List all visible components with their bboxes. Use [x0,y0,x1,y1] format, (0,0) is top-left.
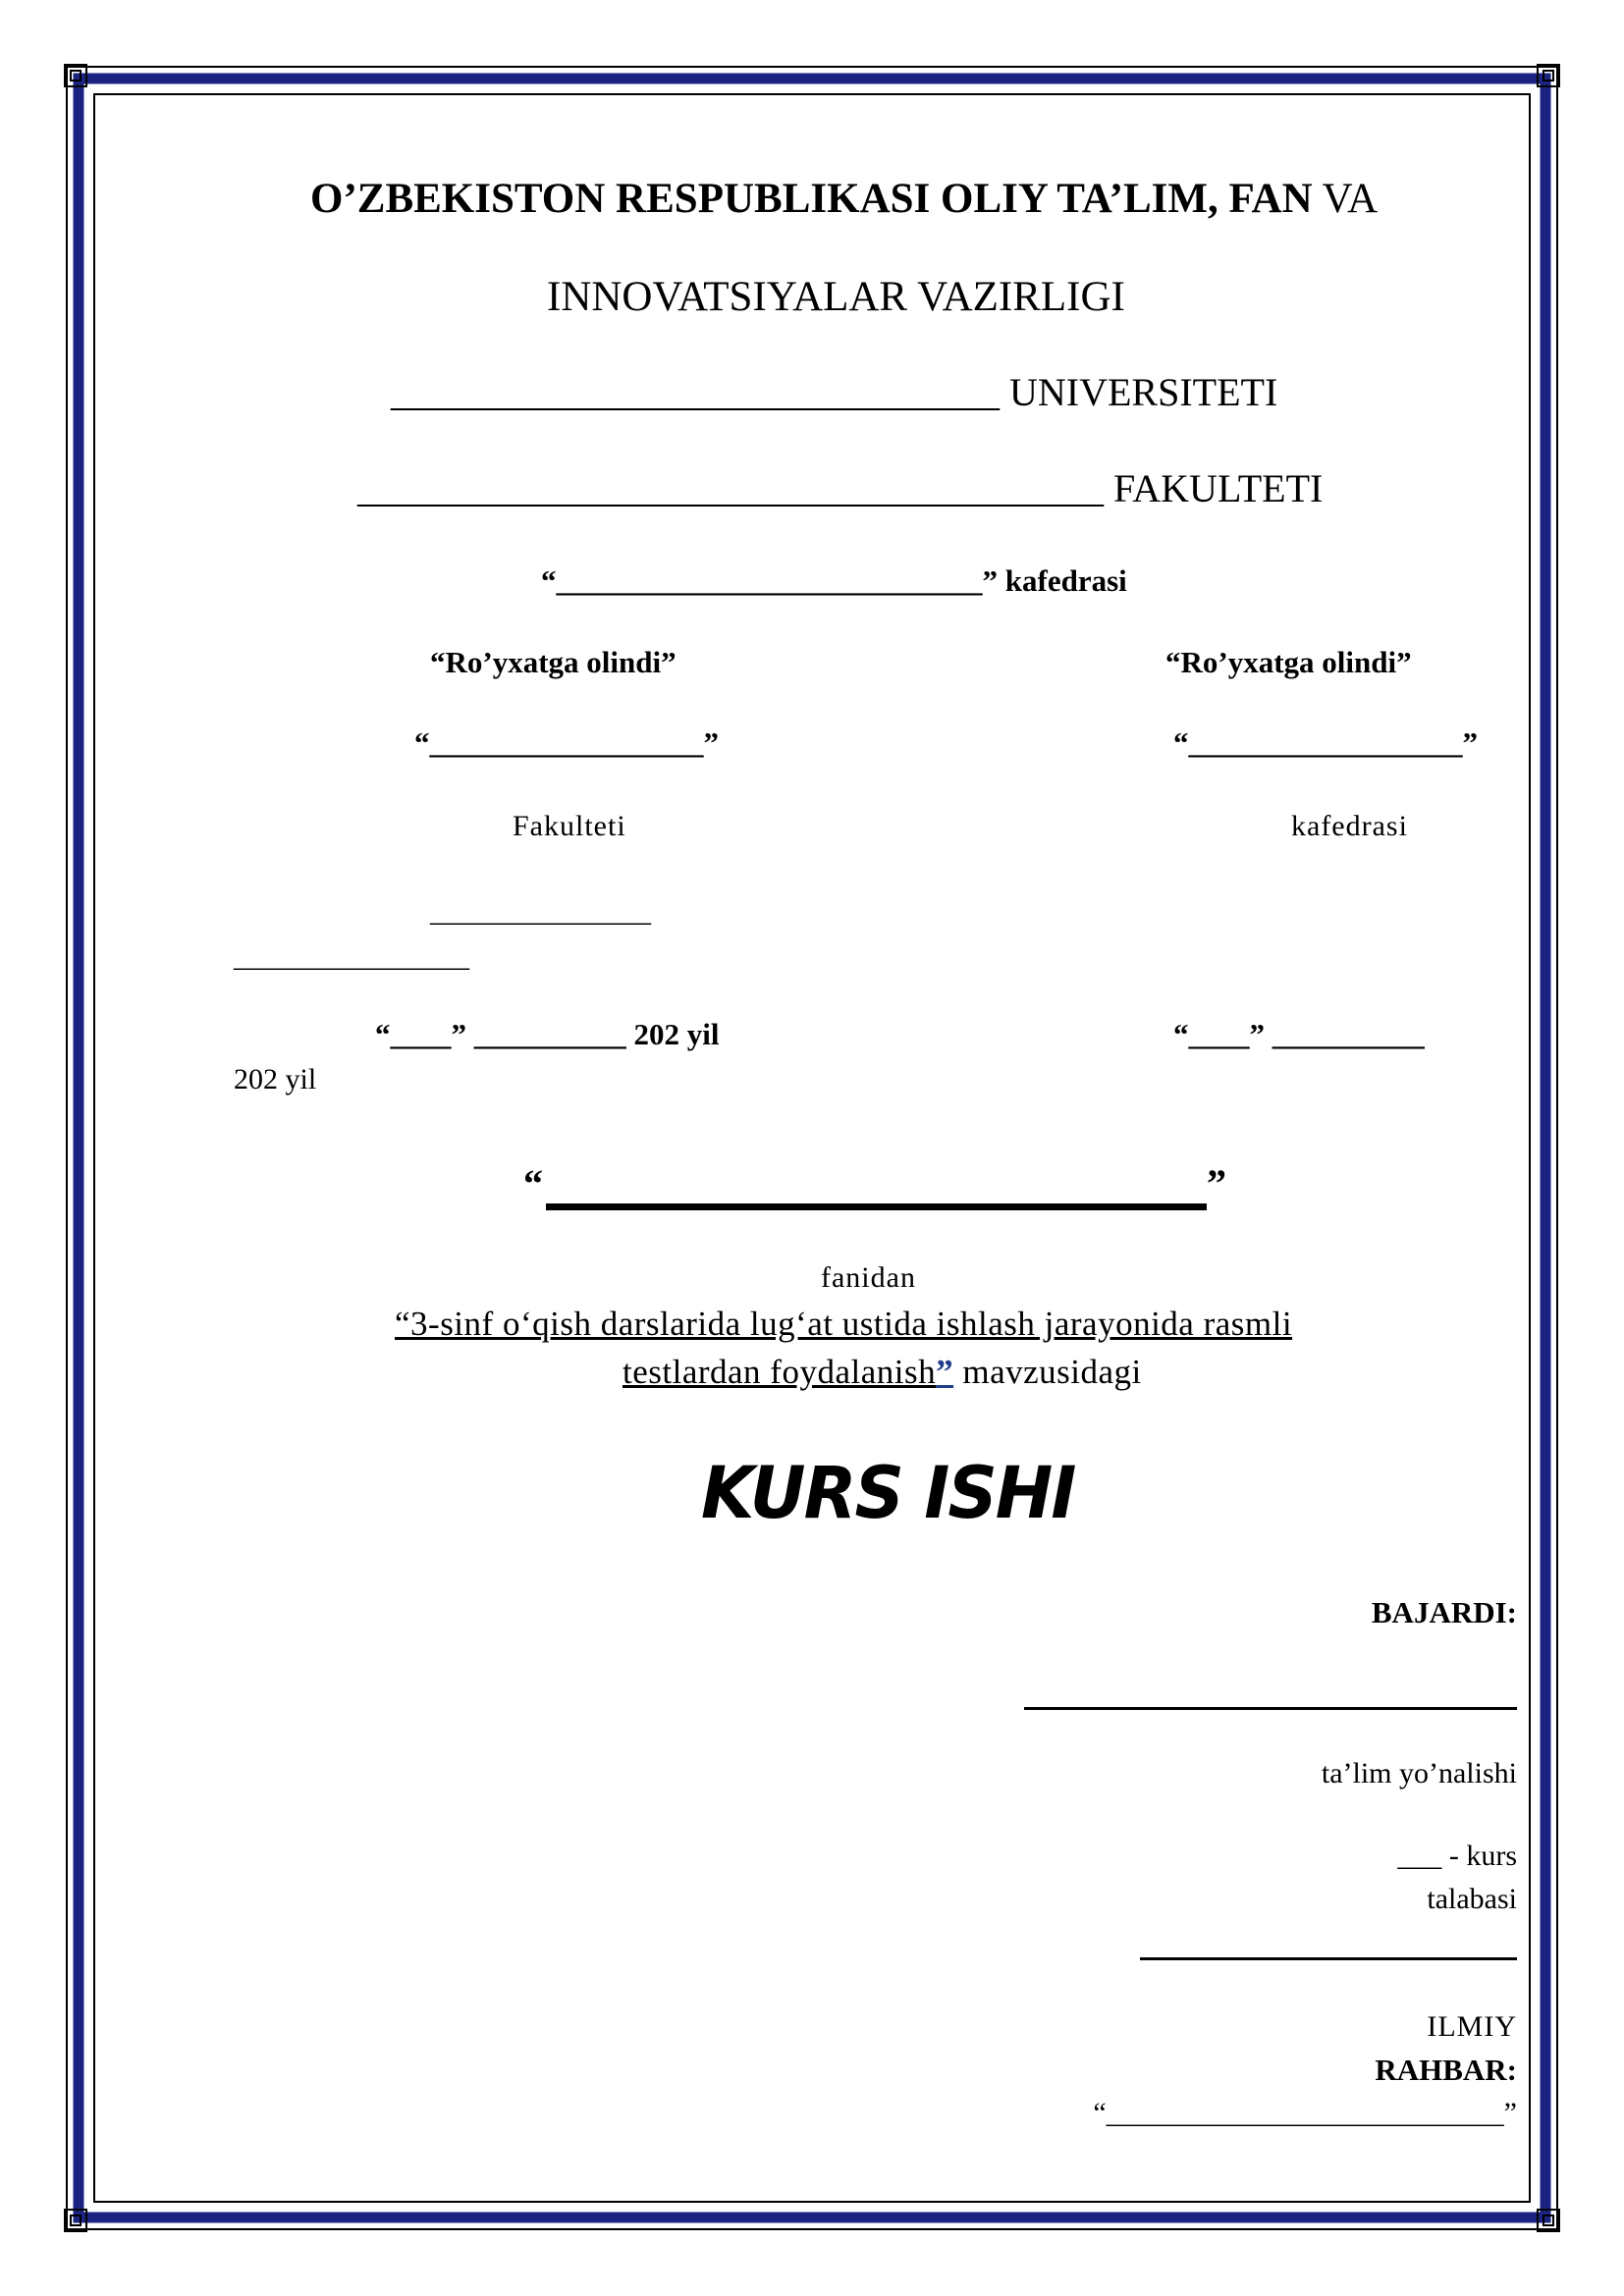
topic-line2-underlined: testlardan foydalanish [623,1353,937,1391]
faculty-label: FAKULTETI [1104,466,1324,510]
right-registration-unit: kafedrasi [1291,810,1408,842]
right-registration-date: “____” __________ [1173,1017,1425,1051]
ministry-line1 [310,175,1378,223]
ministry-line1-rest: VA [1312,176,1379,222]
bajardi-label: BAJARDI: [1371,1595,1517,1629]
left-registration-unit: Fakulteti [513,810,626,842]
student-name-line [1140,1957,1517,1960]
university-label: UNIVERSITETI [1000,370,1278,414]
right-registration-number: “__________________” [1173,725,1478,760]
subject-close-quote: ” [1207,1161,1226,1205]
ministry-line2: INNOVATSIYALAR VAZIRLIGI [547,274,1125,320]
topic-line1: “3-sinf o‘qish darslarida lug‘at ustida ishlash jarayonida rasmli [395,1305,1293,1343]
topic-suffix: mavzusidagi [953,1353,1142,1391]
subject-blank-line [546,1203,1207,1210]
left-registration-title: “Ro’yxatga olindi” [430,645,677,679]
author-name-line [1024,1707,1517,1710]
left-registration-number: “__________________” [414,725,719,760]
document-title: KURS ISHI [701,1450,1075,1536]
faculty-line [357,465,1323,511]
direction-label: ta’lim yo’nalishi [1321,1757,1517,1789]
topic-close-quote: ” [936,1353,954,1391]
supervisor-label-2: RAHBAR: [1375,2053,1517,2087]
supervisor-label-1: ILMIY [1427,2010,1517,2043]
department-blank: ____________________________ [556,563,983,598]
course-label: ___ - kurs [1397,1840,1517,1872]
left-signature-line2: ________________ [234,940,469,973]
university-line [391,369,1277,415]
right-registration-title: “Ro’yxatga olindi” [1165,645,1412,679]
university-blank: _______________________________ [391,370,1000,414]
department-line [541,563,1127,599]
topic-line2 [623,1353,1142,1392]
right-registration-year: 202 yil [234,1063,317,1095]
student-label: talabasi [1427,1883,1517,1915]
ministry-line1-bold: O’ZBEKISTON RESPUBLIKASI OLIY TA’LIM, FAN [310,176,1313,222]
supervisor-name-blank: “___________________________” [1093,2097,1517,2129]
department-open-quote: “ [541,563,557,598]
fanidan-label: fanidan [821,1261,916,1294]
left-registration-date: “____” __________ 202 yil [375,1017,720,1051]
faculty-blank: ______________________________________ [357,466,1104,510]
left-signature-line1: _______________ [430,895,651,928]
department-close: ” kafedrasi [982,563,1127,598]
subject-open-quote: “ [523,1161,543,1205]
